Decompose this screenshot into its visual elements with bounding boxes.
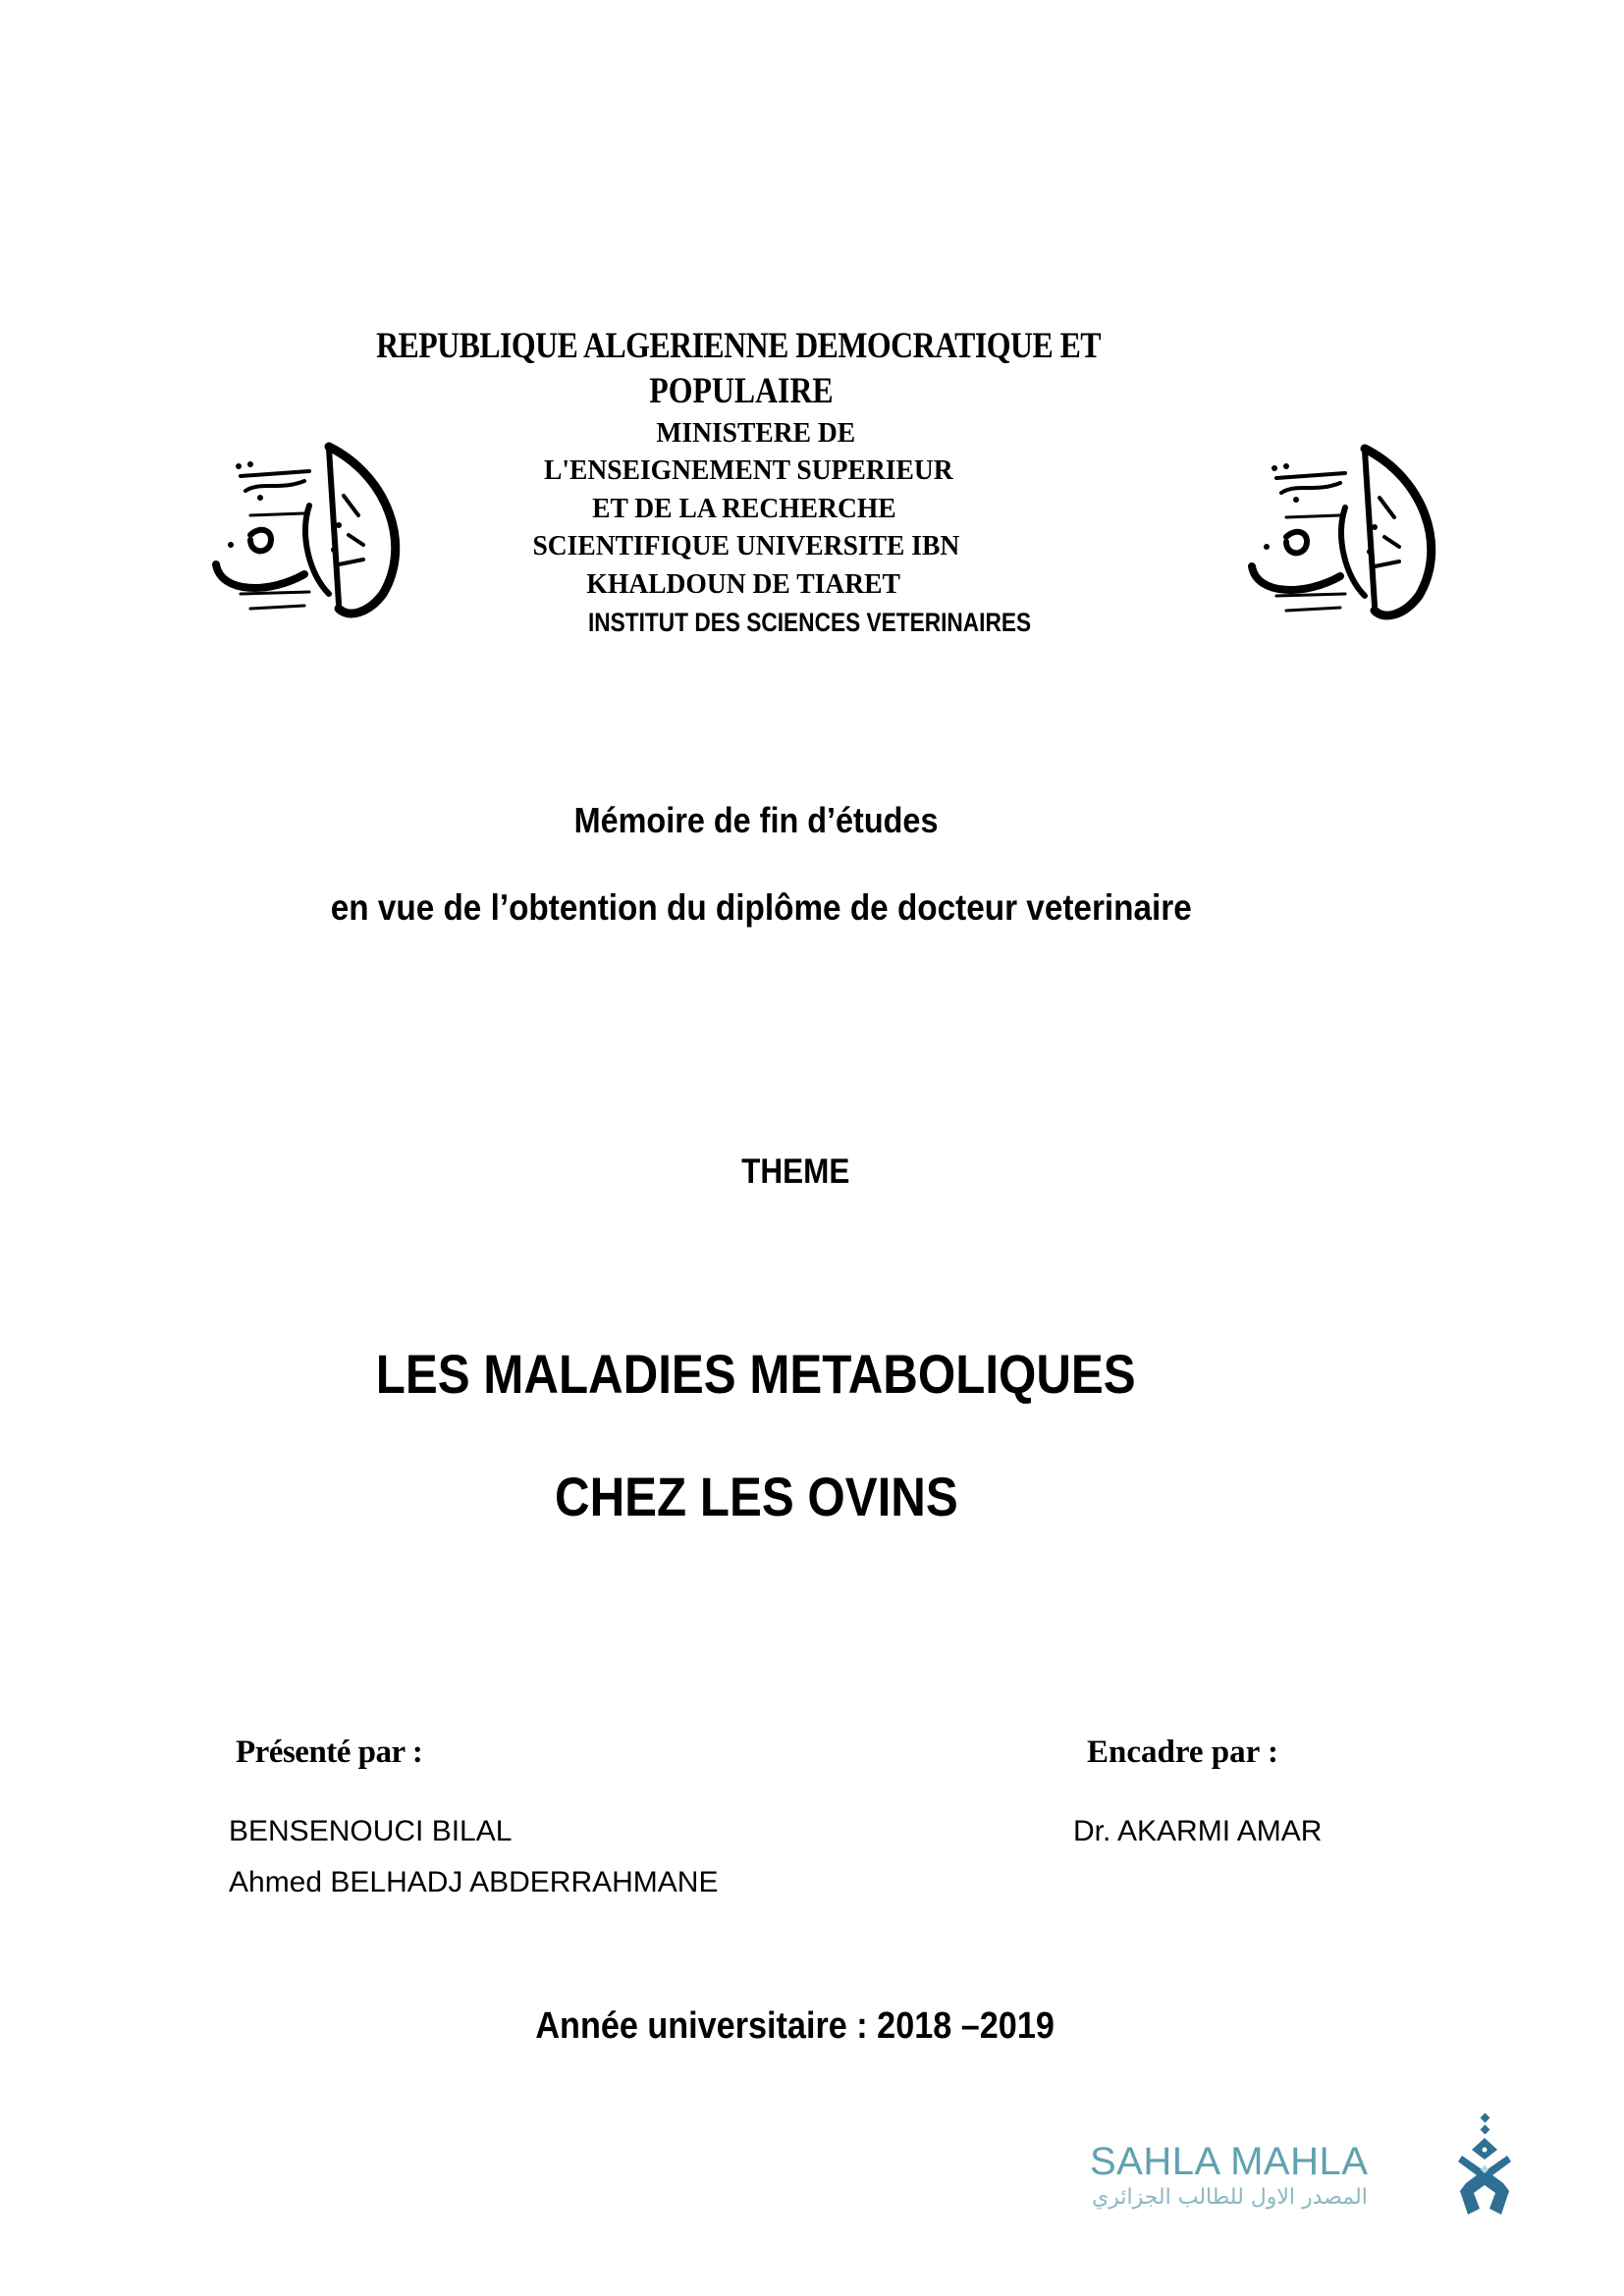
thesis-type: Mémoire de fin d’études <box>573 800 939 840</box>
supervisor-name: Dr. AKARMI AMAR <box>1073 1815 1323 1847</box>
watermark-subtitle: المصدر الاول للطالب الجزائري <box>1092 2185 1368 2210</box>
ministry-line-4: SCIENTIFIQUE UNIVERSITE IBN <box>532 530 960 561</box>
supervised-by-label: Encadre par : <box>1087 1735 1278 1770</box>
ministry-line-1: MINISTERE DE <box>656 417 856 449</box>
thesis-title-line-1: LES MALADIES METABOLIQUES <box>376 1343 1136 1405</box>
author-name: Ahmed BELHADJ ABDERRAHMANE <box>229 1866 719 1898</box>
academic-year: Année universitaire : 2018 –2019 <box>535 2005 1056 2047</box>
sahla-mahla-watermark <box>1080 2110 1542 2218</box>
ministry-line-3: ET DE LA RECHERCHE <box>591 493 896 524</box>
republic-line-1: REPUBLIQUE ALGERIENNE DEMOCRATIQUE ET <box>376 326 1102 366</box>
university-logo-right-icon <box>1227 439 1453 625</box>
theme-label: THEME <box>740 1152 850 1191</box>
university-logo-left-icon <box>191 437 417 623</box>
sahla-mahla-calligraphy-icon <box>1458 2112 1529 2218</box>
thesis-purpose: en vue de l’obtention du diplôme de docteur veterinaire <box>330 887 1192 928</box>
watermark-name: SAHLA MAHLA <box>1090 2140 1369 2183</box>
ministry-line-2: L'ENSEIGNEMENT SUPERIEUR <box>544 454 953 486</box>
ministry-line-5: KHALDOUN DE TIARET <box>586 568 901 600</box>
institute-name: INSTITUT DES SCIENCES VETERINAIRES <box>588 608 1032 637</box>
thesis-title-line-2: CHEZ LES OVINS <box>554 1466 958 1527</box>
republic-line-2: POPULAIRE <box>649 371 834 411</box>
author-name: BENSENOUCI BILAL <box>229 1815 513 1847</box>
presented-by-label: Présenté par : <box>236 1735 423 1770</box>
